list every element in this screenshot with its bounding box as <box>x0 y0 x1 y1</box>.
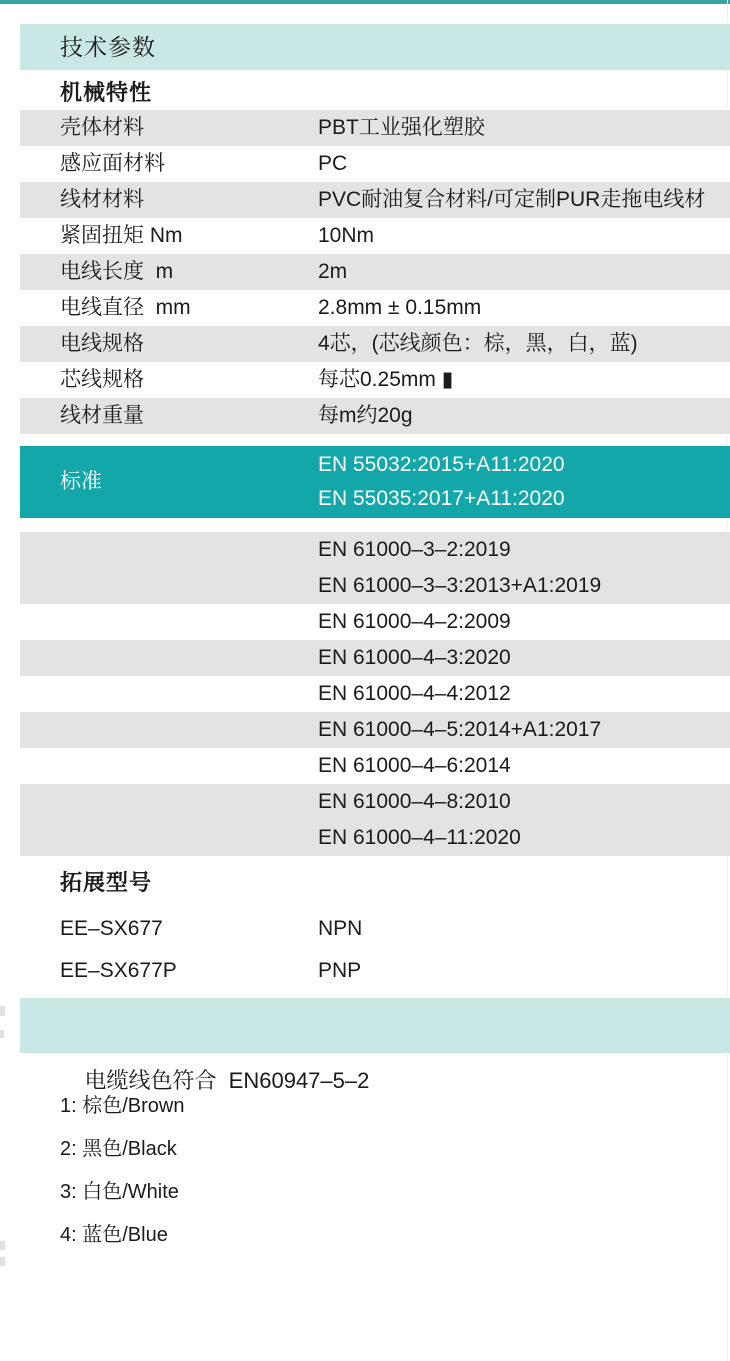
row-value: 2m <box>318 260 348 283</box>
table-row <box>20 950 730 992</box>
row-value: 每m约20g <box>318 404 413 427</box>
standard-line: EN 61000–4–6:2014 <box>318 754 511 777</box>
standards-group <box>20 604 730 640</box>
row-label: 电线长度 m <box>60 260 174 283</box>
table-row <box>20 362 730 398</box>
table-row <box>20 182 730 218</box>
model-name: EE–SX677 <box>60 917 163 940</box>
standards-group <box>20 532 730 604</box>
cable-color-standard-title: 电缆线色符合 EN60947–5–2 <box>84 1068 370 1093</box>
table-row <box>20 254 730 290</box>
list-item: 2: 黑色/Black <box>60 1138 177 1160</box>
standard-line: EN 55032:2015+A11:2020 <box>318 453 565 476</box>
extended-models-heading: 拓展型号 <box>60 870 153 895</box>
table-row <box>20 110 730 146</box>
standards-group <box>20 748 730 784</box>
row-label: 感应面材料 <box>60 152 165 175</box>
row-value: PVC耐油复合材料/可定制PUR走拖电线材 <box>318 188 706 211</box>
edge-print-artifact <box>0 1030 4 1038</box>
top-accent-strip <box>0 0 730 4</box>
standard-line: EN 61000–4–3:2020 <box>318 646 511 669</box>
technical-parameters-title: 技术参数 <box>60 34 156 60</box>
row-label: 电线直径 mm <box>60 296 191 319</box>
row-value: 2.8mm ± 0.15mm <box>318 296 482 319</box>
standard-line: EN 61000–3–3:2013+A1:2019 <box>318 574 602 597</box>
standards-highlight-row <box>20 446 730 518</box>
cable-color-standard-header <box>20 998 730 1093</box>
row-label: 线材重量 <box>60 404 144 427</box>
model-output-type: PNP <box>318 959 362 982</box>
row-value: 4芯，(芯线颜色：棕，黑，白，蓝) <box>318 332 638 355</box>
mechanical-spec-table <box>20 110 730 434</box>
standard-line: EN 61000–4–4:2012 <box>318 682 511 705</box>
model-output-type: NPN <box>318 917 363 940</box>
standards-group <box>20 712 730 748</box>
mechanical-properties-heading: 机械特性 <box>60 80 153 105</box>
standard-line: EN 61000–4–2:2009 <box>318 610 511 633</box>
row-label: 电线规格 <box>60 332 144 355</box>
standards-group <box>20 784 730 856</box>
row-label: 紧固扭矩 Nm <box>60 224 183 247</box>
standards-group <box>20 640 730 676</box>
edge-print-artifact <box>0 1241 5 1250</box>
standard-line: EN 55035:2017+A11:2020 <box>318 487 565 510</box>
standard-line: EN 61000–4–5:2014+A1:2017 <box>318 718 602 741</box>
standard-line: EN 61000–4–8:2010 <box>318 790 511 813</box>
table-row <box>20 908 730 950</box>
row-value: 每芯0.25mm ▮ <box>318 368 454 391</box>
row-label: 壳体材料 <box>60 116 144 139</box>
section-header-technical-parameters <box>20 24 730 70</box>
row-value: PBT工业强化塑胶 <box>318 116 485 139</box>
table-row <box>20 398 730 434</box>
standard-line: EN 61000–3–2:2019 <box>318 538 511 561</box>
extended-models-table <box>20 908 730 992</box>
wire-color-list <box>60 1085 184 1257</box>
table-row <box>20 146 730 182</box>
standards-group <box>20 676 730 712</box>
row-value: PC <box>318 152 348 175</box>
list-item: 1: 棕色/Brown <box>60 1095 185 1117</box>
row-label: 芯线规格 <box>60 368 144 391</box>
row-value: 10Nm <box>318 224 375 247</box>
edge-print-artifact <box>0 1257 5 1266</box>
standards-label: 标准 <box>60 470 102 493</box>
row-label: 线材材料 <box>60 188 144 211</box>
edge-print-artifact <box>0 1006 5 1016</box>
list-item: 3: 白色/White <box>60 1181 179 1203</box>
table-row <box>20 290 730 326</box>
model-name: EE–SX677P <box>60 959 177 982</box>
table-row <box>20 218 730 254</box>
standards-highlight-lines <box>318 448 565 516</box>
standard-line: EN 61000–4–11:2020 <box>318 826 521 849</box>
table-row <box>20 326 730 362</box>
standards-list <box>20 532 730 856</box>
list-item: 4: 蓝色/Blue <box>60 1224 168 1246</box>
